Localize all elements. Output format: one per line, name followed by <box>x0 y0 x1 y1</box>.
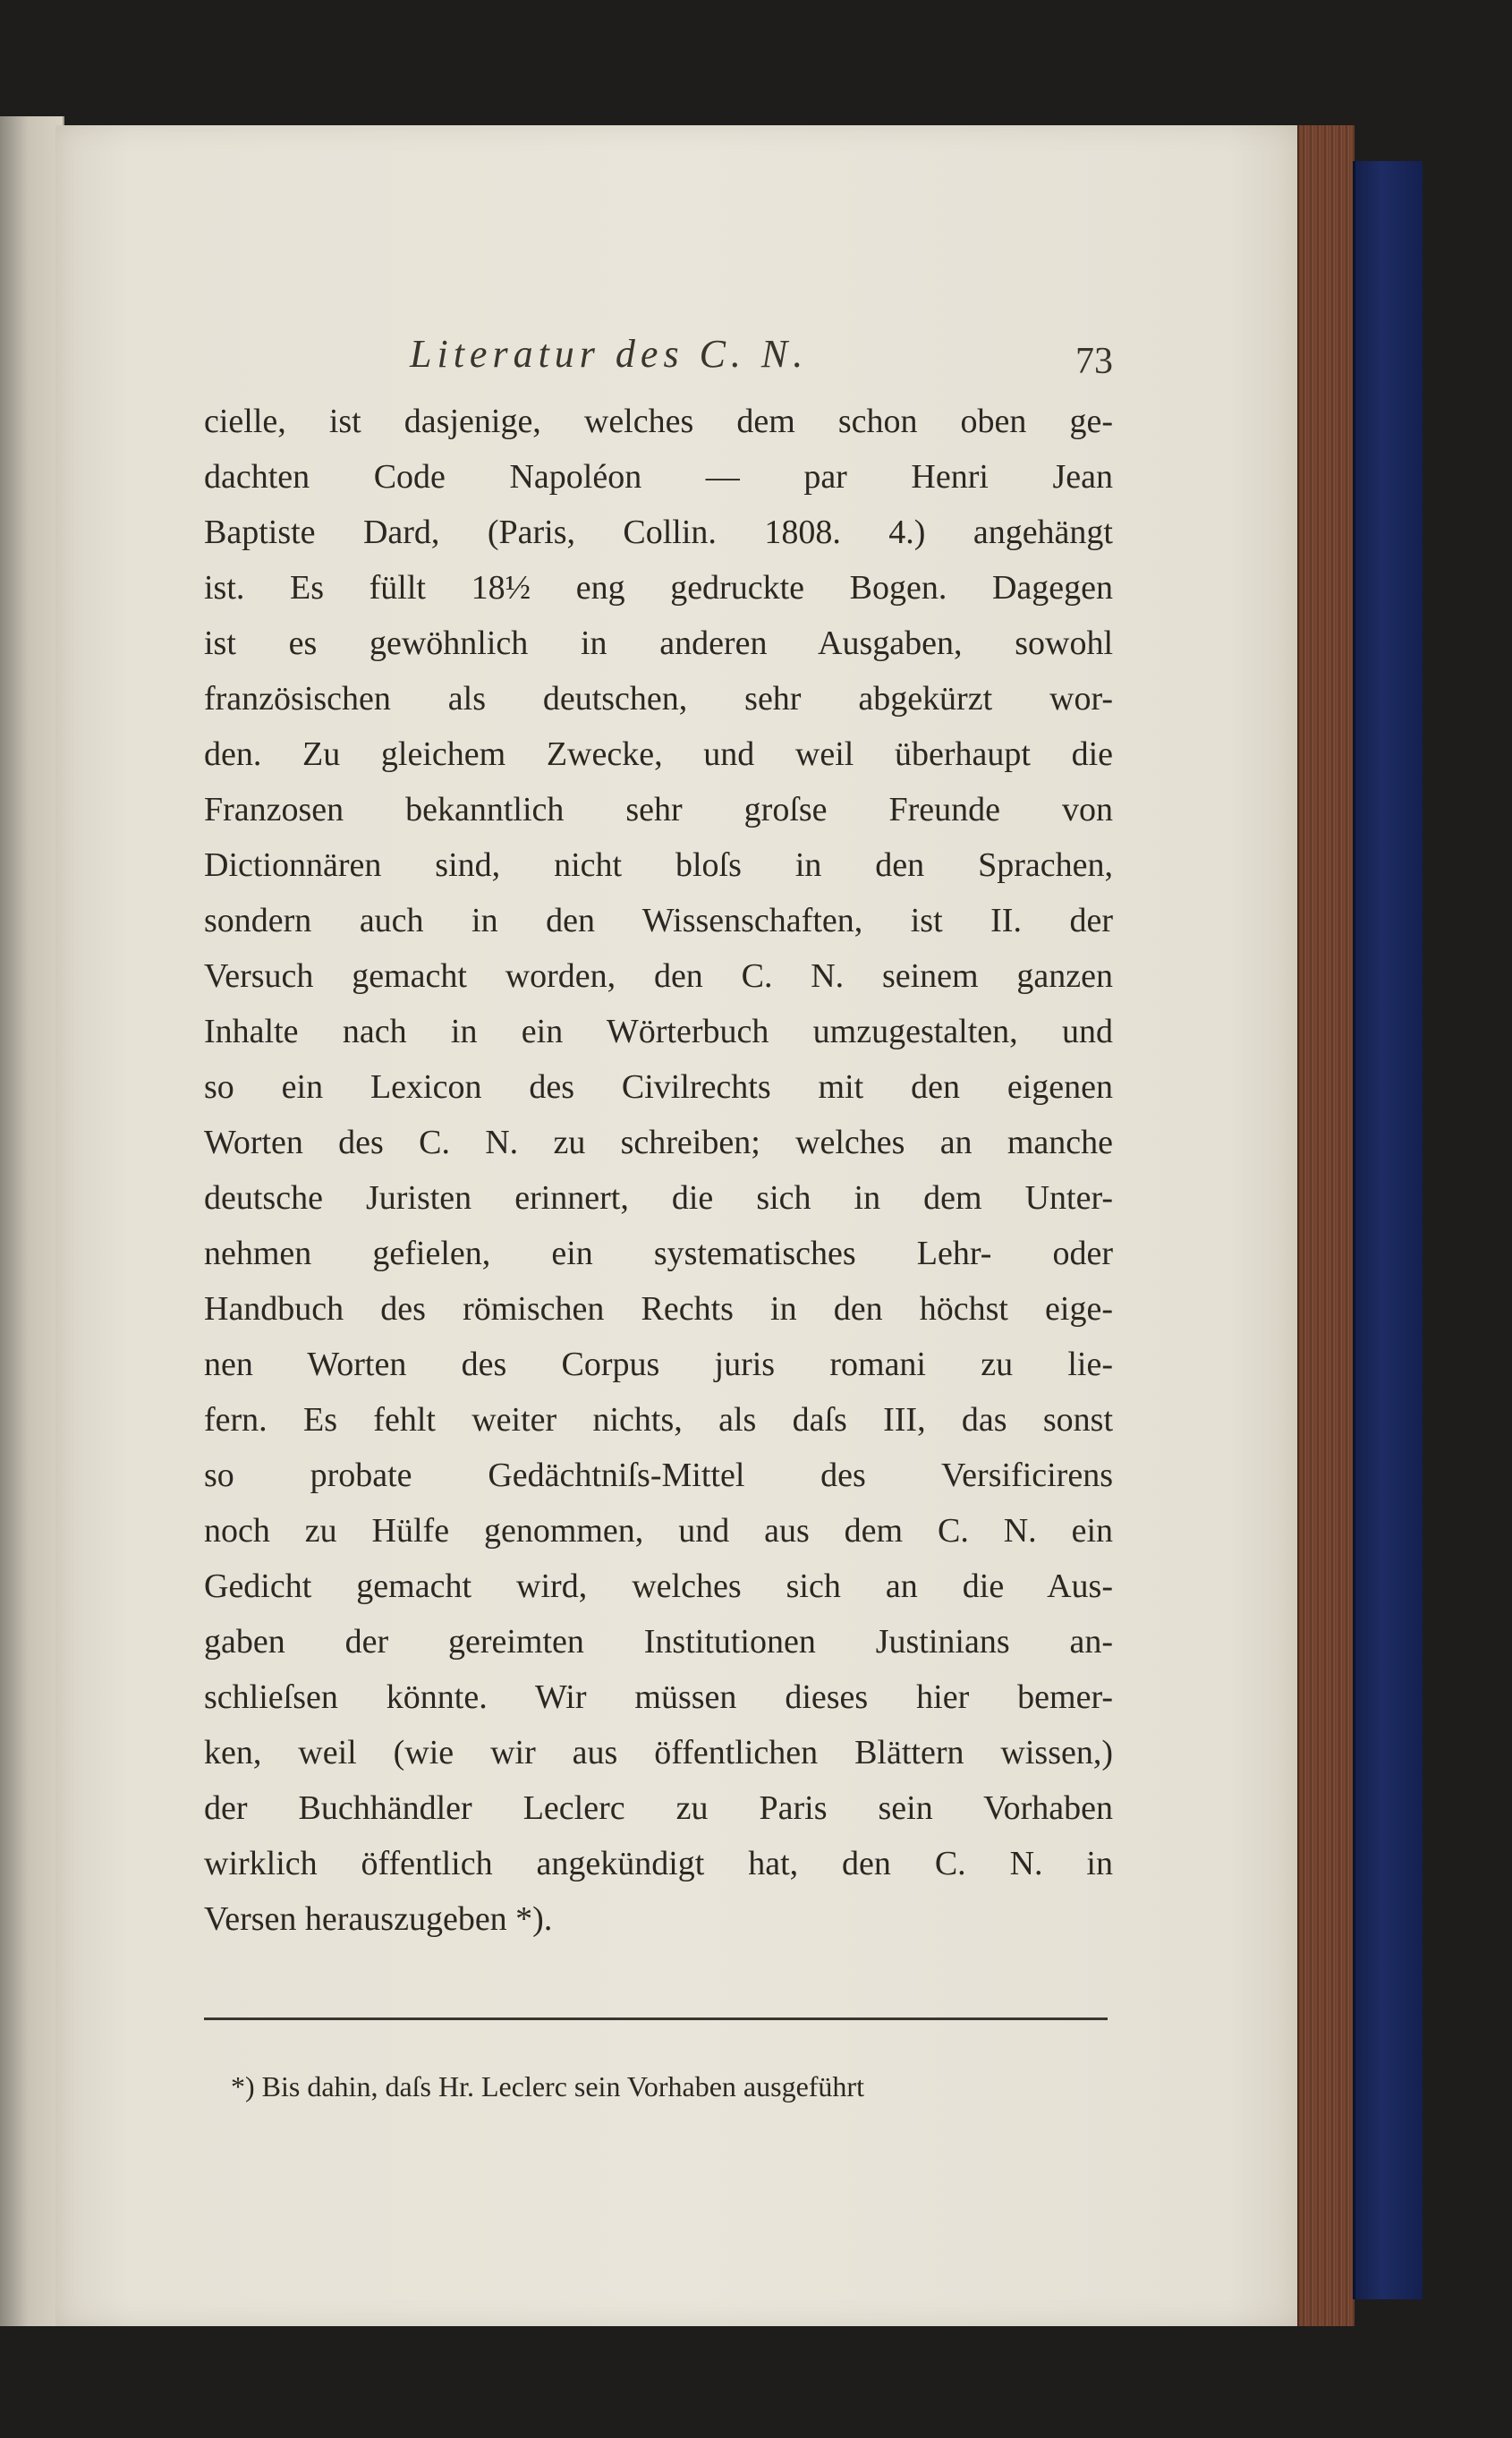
text-line: Gedicht gemacht wird, welches sich an die Aus- <box>204 1567 1113 1605</box>
text-line: Baptiste Dard, (Paris, Collin. 1808. 4.) angehängt <box>204 514 1113 551</box>
text-line: fern. Es fehlt weiter nichts, als daſs III, das sonst <box>204 1401 1113 1439</box>
text-line: so ein Lexicon des Civilrechts mit den eigenen <box>204 1068 1113 1106</box>
text-line: nen Worten des Corpus juris romani zu lie- <box>204 1346 1113 1383</box>
text-line: so probate Gedächtniſs-Mittel des Versificirens <box>204 1457 1113 1494</box>
text-line: den. Zu gleichem Zwecke, und weil überhaupt die <box>204 735 1113 773</box>
text-line: dachten Code Napoléon — par Henri Jean <box>204 458 1113 496</box>
text-line: der Buchhändler Leclerc zu Paris sein Vorhaben <box>204 1789 1113 1827</box>
text-line: Worten des C. N. zu schreiben; welches an manche <box>204 1124 1113 1161</box>
running-head <box>204 331 1113 394</box>
page-text-area <box>204 331 1113 1947</box>
running-head-title: Literatur des C. N. <box>410 332 809 376</box>
text-line: nehmen gefielen, ein systematisches Lehr- oder <box>204 1235 1113 1272</box>
text-line: wirklich öffentlich angekündigt hat, den C. N. in <box>204 1845 1113 1882</box>
text-line: ken, weil (wie wir aus öffentlichen Blättern wissen,) <box>204 1734 1113 1771</box>
text-line: Versuch gemacht worden, den C. N. seinem ganzen <box>204 957 1113 995</box>
text-line: ist es gewöhnlich in anderen Ausgaben, sowohl <box>204 624 1113 662</box>
text-line: gaben der gereimten Institutionen Justinians an- <box>204 1623 1113 1661</box>
body-text <box>204 394 1113 1947</box>
text-line: schlieſsen könnte. Wir müssen dieses hier bemer- <box>204 1678 1113 1716</box>
footnote-rule <box>204 2018 1108 2020</box>
text-line: cielle, ist dasjenige, welches dem schon oben ge- <box>204 403 1113 440</box>
text-line: deutsche Juristen erinnert, die sich in dem Unter- <box>204 1179 1113 1217</box>
book-cover <box>1353 161 1423 2299</box>
text-line: Versen herauszugeben *). <box>204 1900 553 1938</box>
text-line: sondern auch in den Wissenschaften, ist II. der <box>204 902 1113 939</box>
page-number: 73 <box>1075 341 1113 382</box>
text-line: französischen als deutschen, sehr abgekürzt wor- <box>204 680 1113 718</box>
text-line: Handbuch des römischen Rechts in den höchst eige- <box>204 1290 1113 1328</box>
page-edges <box>1297 125 1355 2326</box>
text-line: Franzosen bekanntlich sehr groſse Freunde von <box>204 791 1113 828</box>
text-line: Inhalte nach in ein Wörterbuch umzugestalten, und <box>204 1013 1113 1050</box>
text-line: noch zu Hülfe genommen, und aus dem C. N. ein <box>204 1512 1113 1550</box>
text-line: ist. Es füllt 18½ eng gedruckte Bogen. Dagegen <box>204 569 1113 607</box>
text-line: Dictionnären sind, nicht bloſs in den Sprachen, <box>204 846 1113 884</box>
footnote: *) Bis dahin, daſs Hr. Leclerc sein Vorhaben ausgeführt <box>231 2070 864 2102</box>
